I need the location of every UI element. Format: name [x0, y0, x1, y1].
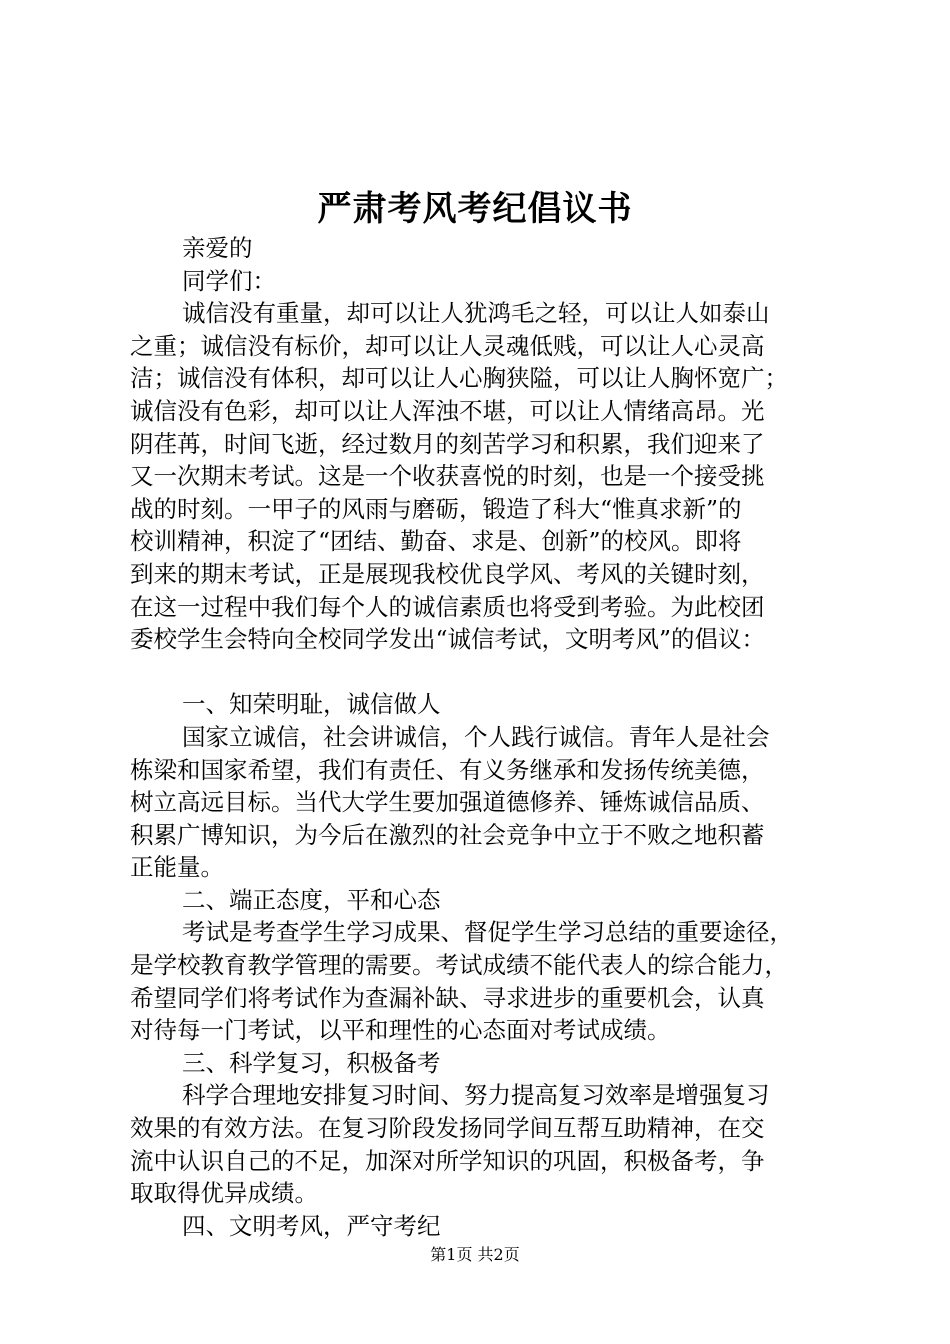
- paragraph-line: 是学校教育教学管理的需要。考试成绩不能代表人的综合能力，: [130, 951, 788, 980]
- paragraph-line: 取取得优异成绩。: [130, 1179, 318, 1208]
- paragraph-line: 战的时刻。一甲子的风雨与磨砺，锻造了科大“惟真求新”的: [130, 494, 742, 523]
- paragraph-line: 流中认识自己的不足，加深对所学知识的巩固，积极备考，争: [130, 1146, 765, 1175]
- paragraph-line: 阴荏苒，时间飞逝，经过数月的刻苦学习和积累，我们迎来了: [130, 429, 765, 458]
- paragraph-line: 委校学生会特向全校同学发出“诚信考试，文明考风”的倡议：: [130, 625, 766, 654]
- paragraph-line: 之重；诚信没有标价，却可以让人灵魂低贱，可以让人心灵高: [130, 331, 765, 360]
- document-title: 严肃考风考纪倡议书: [317, 189, 633, 229]
- salutation-line: 亲爱的: [182, 234, 253, 262]
- page-footer: 第1页 共2页: [430, 1245, 520, 1264]
- section-paragraph: [130, 1079, 830, 1209]
- paragraph-line: 校训精神，积淀了“团结、勤奋、求是、创新”的校风。即将: [130, 527, 742, 556]
- section-paragraph: [130, 721, 830, 884]
- paragraph-line: 效果的有效方法。在复习阶段发扬同学间互帮互助精神，在交: [130, 1114, 765, 1143]
- paragraph-line: 到来的期末考试，正是展现我校优良学风、考风的关键时刻，: [130, 559, 765, 588]
- section-heading: 二、端正态度，平和心态: [182, 885, 441, 914]
- paragraph-line: 考试是考查学生学习成果、督促学生学习总结的重要途径，: [182, 918, 793, 947]
- paragraph-line: 栋梁和国家希望，我们有责任、有义务继承和发扬传统美德，: [130, 755, 765, 784]
- paragraph-gap: [130, 656, 830, 689]
- paragraph-line: 对待每一门考试，以平和理性的心态面对考试成绩。: [130, 1016, 671, 1045]
- paragraph-line: 积累广博知识，为今后在激烈的社会竞争中立于不败之地积蓄: [130, 820, 765, 849]
- paragraph-line: 科学合理地安排复习时间、努力提高复习效率是增强复习: [182, 1081, 770, 1110]
- document-body: [130, 232, 830, 1242]
- paragraph-line: 正能量。: [130, 853, 224, 882]
- paragraph-line: 洁；诚信没有体积，却可以让人心胸狭隘，可以让人胸怀宽广；: [130, 364, 788, 393]
- paragraph-line: 希望同学们将考试作为查漏补缺、寻求进步的重要机会，认真: [130, 983, 765, 1012]
- paragraph-line: 又一次期末考试。这是一个收获喜悦的时刻，也是一个接受挑: [130, 462, 765, 491]
- section-heading: 四、文明考风，严守考纪: [182, 1211, 441, 1240]
- paragraph-line: 国家立诚信，社会讲诚信，个人践行诚信。青年人是社会: [182, 722, 770, 751]
- paragraph-line: 树立高远目标。当代大学生要加强道德修养、锤炼诚信品质、: [130, 788, 765, 817]
- paragraph-line: 诚信没有色彩，却可以让人浑浊不堪，可以让人情绪高昂。光: [130, 396, 765, 425]
- salutation-line: 同学们：: [182, 266, 276, 295]
- section-heading: 三、科学复习，积极备考: [182, 1048, 441, 1077]
- paragraph-line: 在这一过程中我们每个人的诚信素质也将受到考验。为此校团: [130, 592, 765, 621]
- paragraph-line: 诚信没有重量，却可以让人犹鸿毛之轻，可以让人如泰山: [182, 299, 770, 328]
- section-paragraph: [130, 916, 830, 1046]
- section-heading: 一、知荣明耻，诚信做人: [182, 690, 441, 719]
- intro-paragraph: [130, 297, 830, 656]
